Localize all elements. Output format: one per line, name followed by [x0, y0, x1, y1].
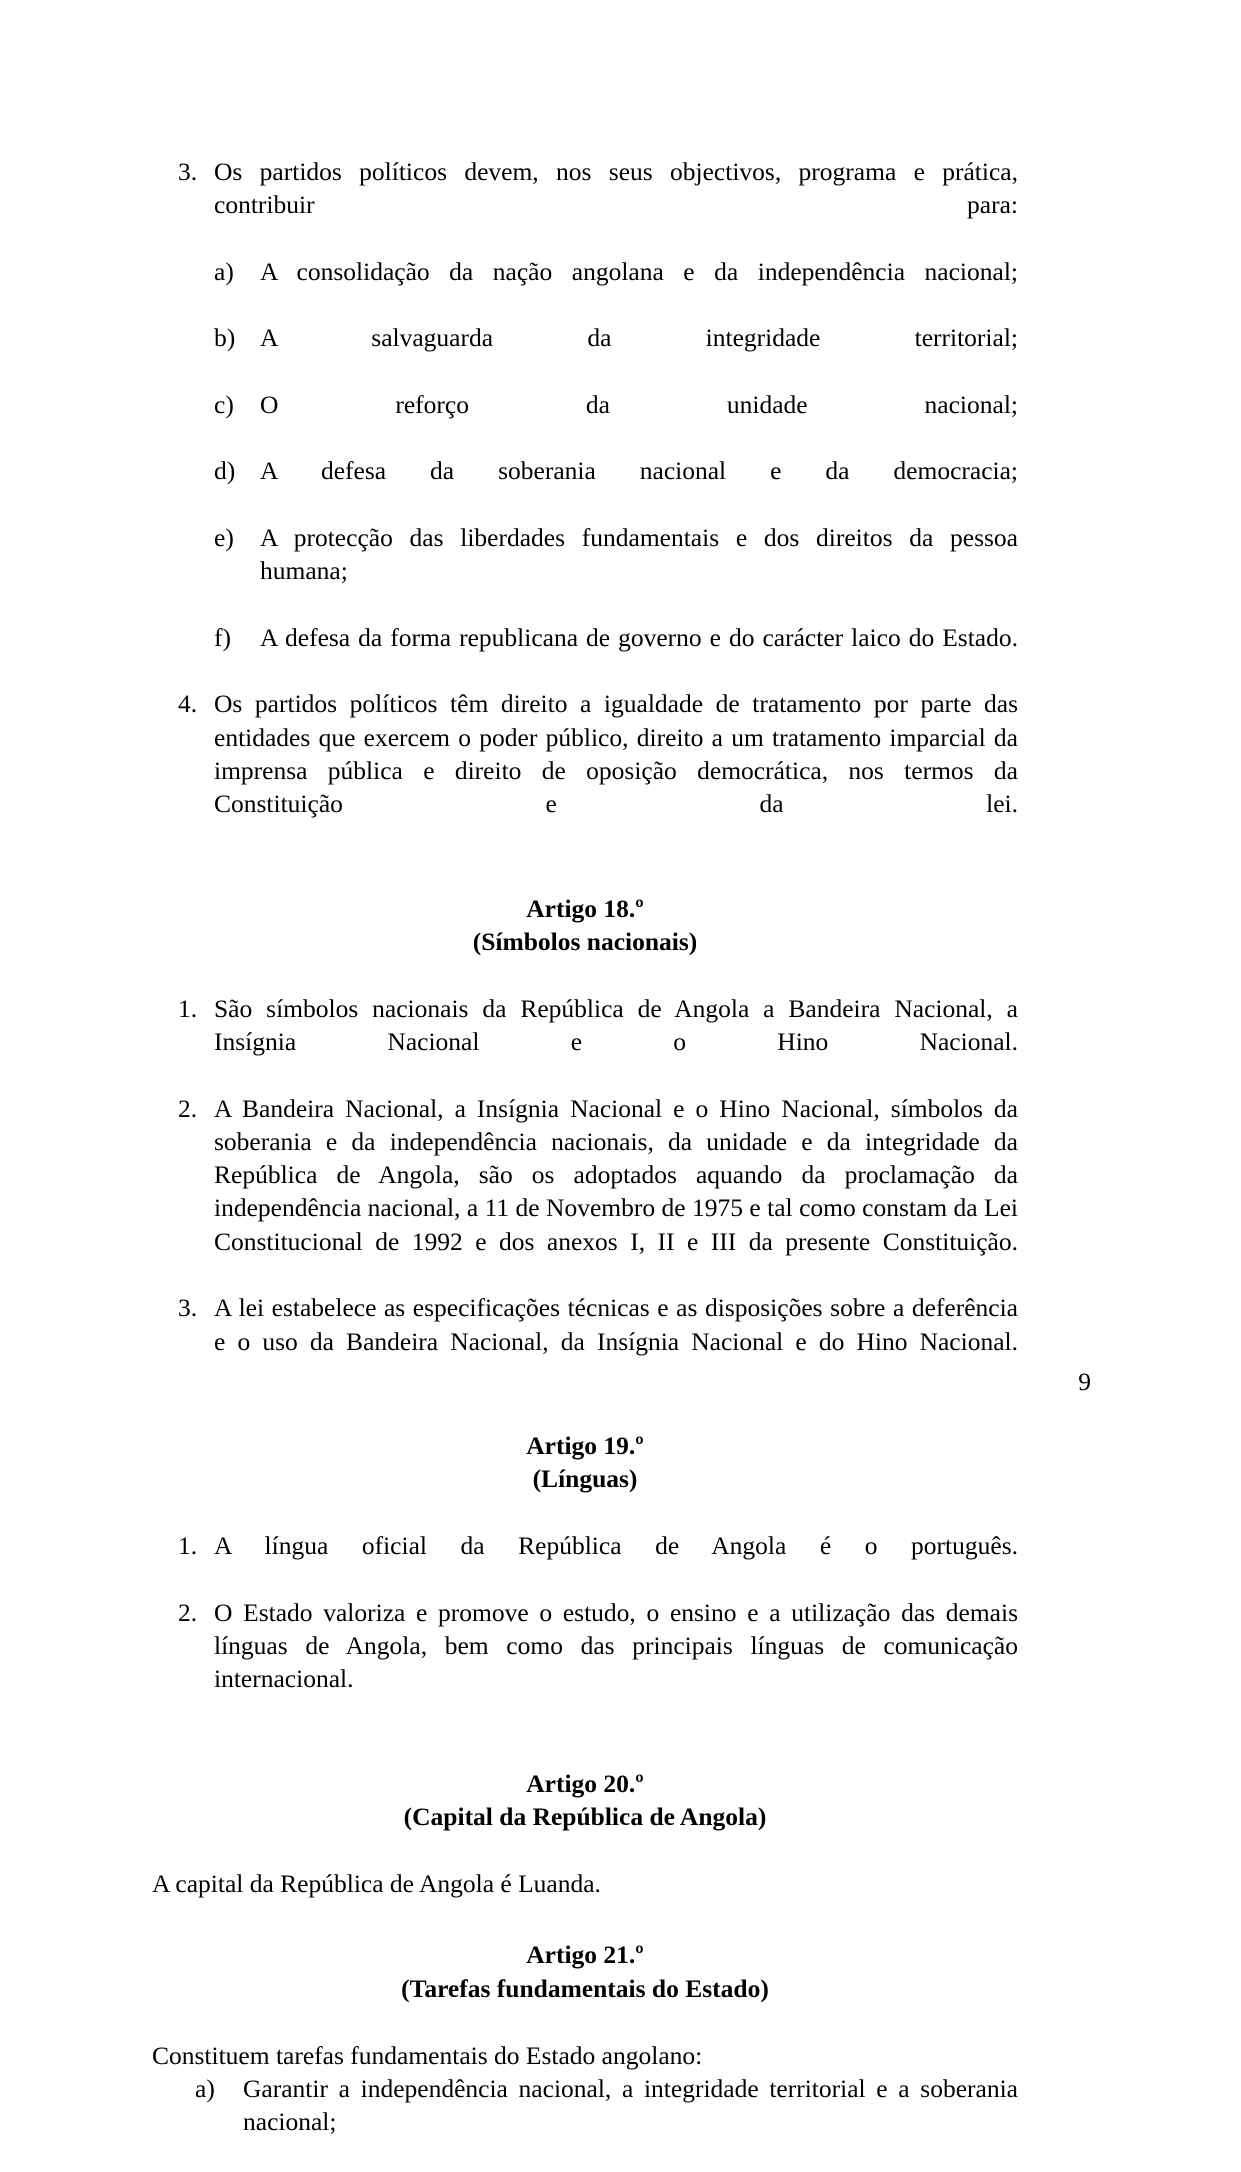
list-marker: b): [214, 323, 236, 353]
article-title: (Tarefas fundamentais do Estado): [401, 1973, 769, 2003]
list-item-text: Garantir a independência nacional, a integridade territorial e a soberania nacional;: [243, 2074, 1018, 2137]
list-item-text: A protecção das liberdades fundamentais e dos direitos da pessoa humana;: [260, 522, 1018, 586]
list-marker: 1.: [178, 1531, 198, 1561]
article-number: Artigo 19.º: [526, 1431, 644, 1461]
list-marker: 3.: [178, 1293, 198, 1323]
article-number: Artigo 20.º: [526, 1768, 644, 1798]
article-21-items: [195, 2072, 1018, 2172]
list-item: [214, 388, 1018, 455]
list-item-text: O Estado valoriza e promove o estudo, o ensino e a utilização das demais línguas de Angola, bem como das principais línguas de comunicação internacional.: [214, 1597, 1018, 1694]
list-item: [214, 621, 1018, 688]
list-marker: f): [214, 622, 231, 652]
list-item-text: A lei estabelece as especificações técnicas e as disposições sobre a deferência e o uso da Bandeira Nacional, da Insígnia Nacional e do Hino Nacional.: [214, 1293, 1018, 1356]
list-item-text: O reforço da unidade nacional;: [260, 389, 1018, 419]
list-marker: 3.: [178, 157, 198, 186]
list-item-text: Os partidos políticos devem, nos seus objectivos, programa e prática, contribuir para:: [214, 157, 1018, 220]
list-item-text: A defesa da forma republicana de governo e do carácter laico do Estado.: [260, 622, 1018, 652]
list-item-text: Os partidos políticos têm direito a igualdade de tratamento por parte das entidades que exercem o poder público, direito a um tratamento imparcial da imprensa pública e direito de oposição democrática, nos termos da Constituição e da lei.: [214, 689, 1018, 819]
article-20-heading: [152, 1767, 1018, 1833]
list-item-text: A consolidação da nação angolana e da independência nacional;: [260, 256, 1018, 286]
article-21-intro: Constituem tarefas fundamentais do Estado angolano:: [152, 2040, 703, 2070]
article-21-heading: [152, 1938, 1018, 2004]
list-marker: c): [214, 389, 234, 419]
spacer: [152, 1495, 1018, 1529]
article-19-items: [152, 1529, 1018, 1729]
list-item: [152, 1291, 1018, 1391]
list-item: [214, 521, 1018, 621]
list-item-text: A defesa da soberania nacional e da democracia;: [260, 456, 1018, 486]
list-item: [214, 255, 1018, 322]
article-number: Artigo 18.º: [526, 893, 644, 923]
article-18-items: [152, 992, 1018, 1391]
page-number: 9: [1078, 1367, 1091, 1396]
list-marker: e): [214, 522, 234, 552]
list-item: [152, 687, 1018, 853]
spacer: [152, 1391, 1018, 1429]
article-20-body: A capital da República de Angola é Luanda.: [152, 1869, 601, 1899]
list-item: [152, 1596, 1018, 1729]
list-item: [152, 1092, 1018, 1292]
list-item-text: São símbolos nacionais da República de Angola a Bandeira Nacional, a Insígnia Nacional e o Hino Nacional.: [214, 993, 1018, 1057]
spacer: [152, 854, 1018, 892]
article-title: (Línguas): [532, 1464, 638, 1494]
list-marker: 4.: [178, 689, 198, 719]
list-item: [152, 1529, 1018, 1596]
list-marker: a): [214, 256, 234, 286]
list-item: [195, 2072, 1018, 2172]
spacer: [152, 1900, 1018, 1938]
page-content: [152, 155, 1018, 2172]
list-marker: 1.: [178, 993, 198, 1023]
list-marker: 2.: [178, 1093, 198, 1123]
spacer: [152, 1833, 1018, 1867]
list-item: [214, 321, 1018, 388]
spacer: [152, 1729, 1018, 1767]
article-title: (Símbolos nacionais): [472, 926, 698, 956]
list-item-text: A Bandeira Nacional, a Insígnia Nacional e o Hino Nacional, símbolos da soberania e da independência nacionais, da unidade e da integridade da República de Angola, são os adoptados aquando da proclamação da independência nacional, a 11 de Novembro de 1975 e tal como constam da Lei Constitucional de 1992 e dos anexos I, II e III da presente Constituição.: [214, 1093, 1018, 1256]
list-item: [214, 454, 1018, 521]
article-title: (Capital da República de Angola): [403, 1802, 767, 1832]
spacer: [152, 2005, 1018, 2039]
list-marker: d): [214, 456, 236, 486]
article-17-items: [152, 155, 1018, 854]
article-17-item-3-subitems: [214, 255, 1018, 687]
list-item-text: A língua oficial da República de Angola é o português.: [214, 1531, 1018, 1561]
article-19-heading: [152, 1429, 1018, 1495]
list-item: [152, 155, 1018, 255]
list-item: [152, 992, 1018, 1092]
list-marker: a): [195, 2074, 215, 2104]
list-marker: 2.: [178, 1597, 198, 1627]
list-item-text: A salvaguarda da integridade territorial;: [260, 323, 1018, 353]
article-18-heading: [152, 892, 1018, 958]
spacer: [152, 958, 1018, 992]
article-number: Artigo 21.º: [526, 1940, 644, 1970]
